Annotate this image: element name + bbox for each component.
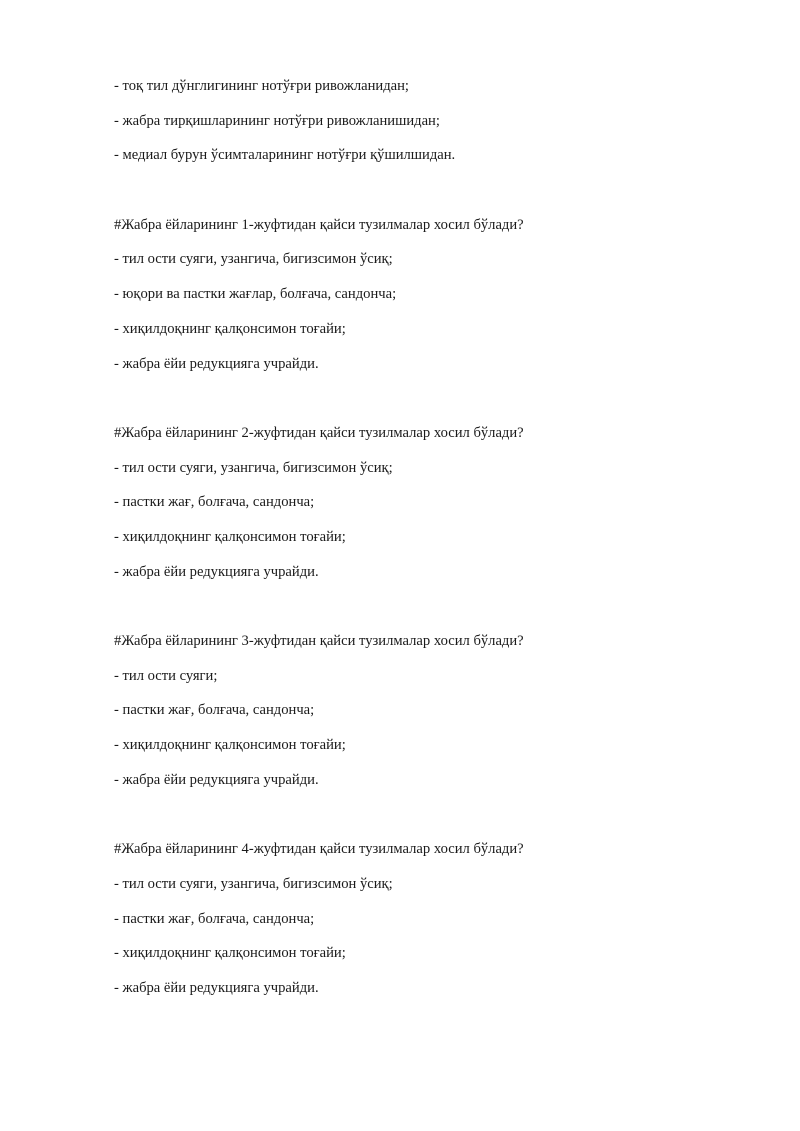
answer-option: - медиал бурун ўсимталарининг нотўғри қўшилшидан.: [114, 147, 456, 164]
answer-option: - тил ости суяги, узангича, бигизсимон ўсиқ;: [114, 875, 393, 892]
answer-option: - пастки жағ, болғача, сандонча;: [114, 494, 315, 511]
paragraph-gap: [114, 386, 714, 421]
answer-option: - жабра тирқишларининг нотўғри ривожланишидан;: [114, 112, 440, 129]
answer-option: - тил ости суяги, узангича, бигизсимон ўсиқ;: [114, 251, 393, 268]
answer-option: - хиқилдоқнинг қалқонсимон тоғайи;: [114, 320, 346, 337]
question-text: #Жабра ёйларининг 3-жуфтидан қайси тузилмалар хосил бўлади?: [114, 633, 524, 649]
document-body: [114, 74, 714, 1011]
paragraph-gap: [114, 178, 714, 213]
answer-option: - хиқилдоқнинг қалқонсимон тоғайи;: [114, 945, 346, 962]
paragraph-gap: [114, 802, 714, 837]
answer-option: - тоқ тил дўнглигининг нотўғри ривожланидан;: [114, 78, 409, 94]
answer-option: - тил ости суяги, узангича, бигизсимон ўсиқ;: [114, 459, 393, 476]
answer-option: - жабра ёйи редукцияга учрайди.: [114, 771, 319, 788]
answer-option: - пастки жағ, болғача, сандонча;: [114, 702, 315, 719]
answer-option: - хиқилдоқнинг қалқонсимон тоғайи;: [114, 528, 346, 545]
question-text: #Жабра ёйларининг 1-жуфтидан қайси тузилмалар хосил бўлади?: [114, 216, 524, 233]
answer-option: - пастки жағ, болғача, сандонча;: [114, 910, 315, 927]
question-text: #Жабра ёйларининг 4-жуфтидан қайси тузилмалар хосил бўлади?: [114, 841, 524, 858]
answer-option: - жабра ёйи редукцияга учрайди.: [114, 355, 319, 372]
paragraph-gap: [114, 594, 714, 629]
answer-option: - юқори ва пастки жағлар, болғача, сандонча;: [114, 286, 397, 303]
answer-option: - жабра ёйи редукцияга учрайди.: [114, 979, 319, 996]
answer-option: - хиқилдоқнинг қалқонсимон тоғайи;: [114, 737, 346, 754]
question-text: #Жабра ёйларининг 2-жуфтидан қайси тузилмалар хосил бўлади?: [114, 424, 524, 441]
answer-option: - тил ости суяги;: [114, 667, 218, 684]
answer-option: - жабра ёйи редукцияга учрайди.: [114, 563, 319, 580]
